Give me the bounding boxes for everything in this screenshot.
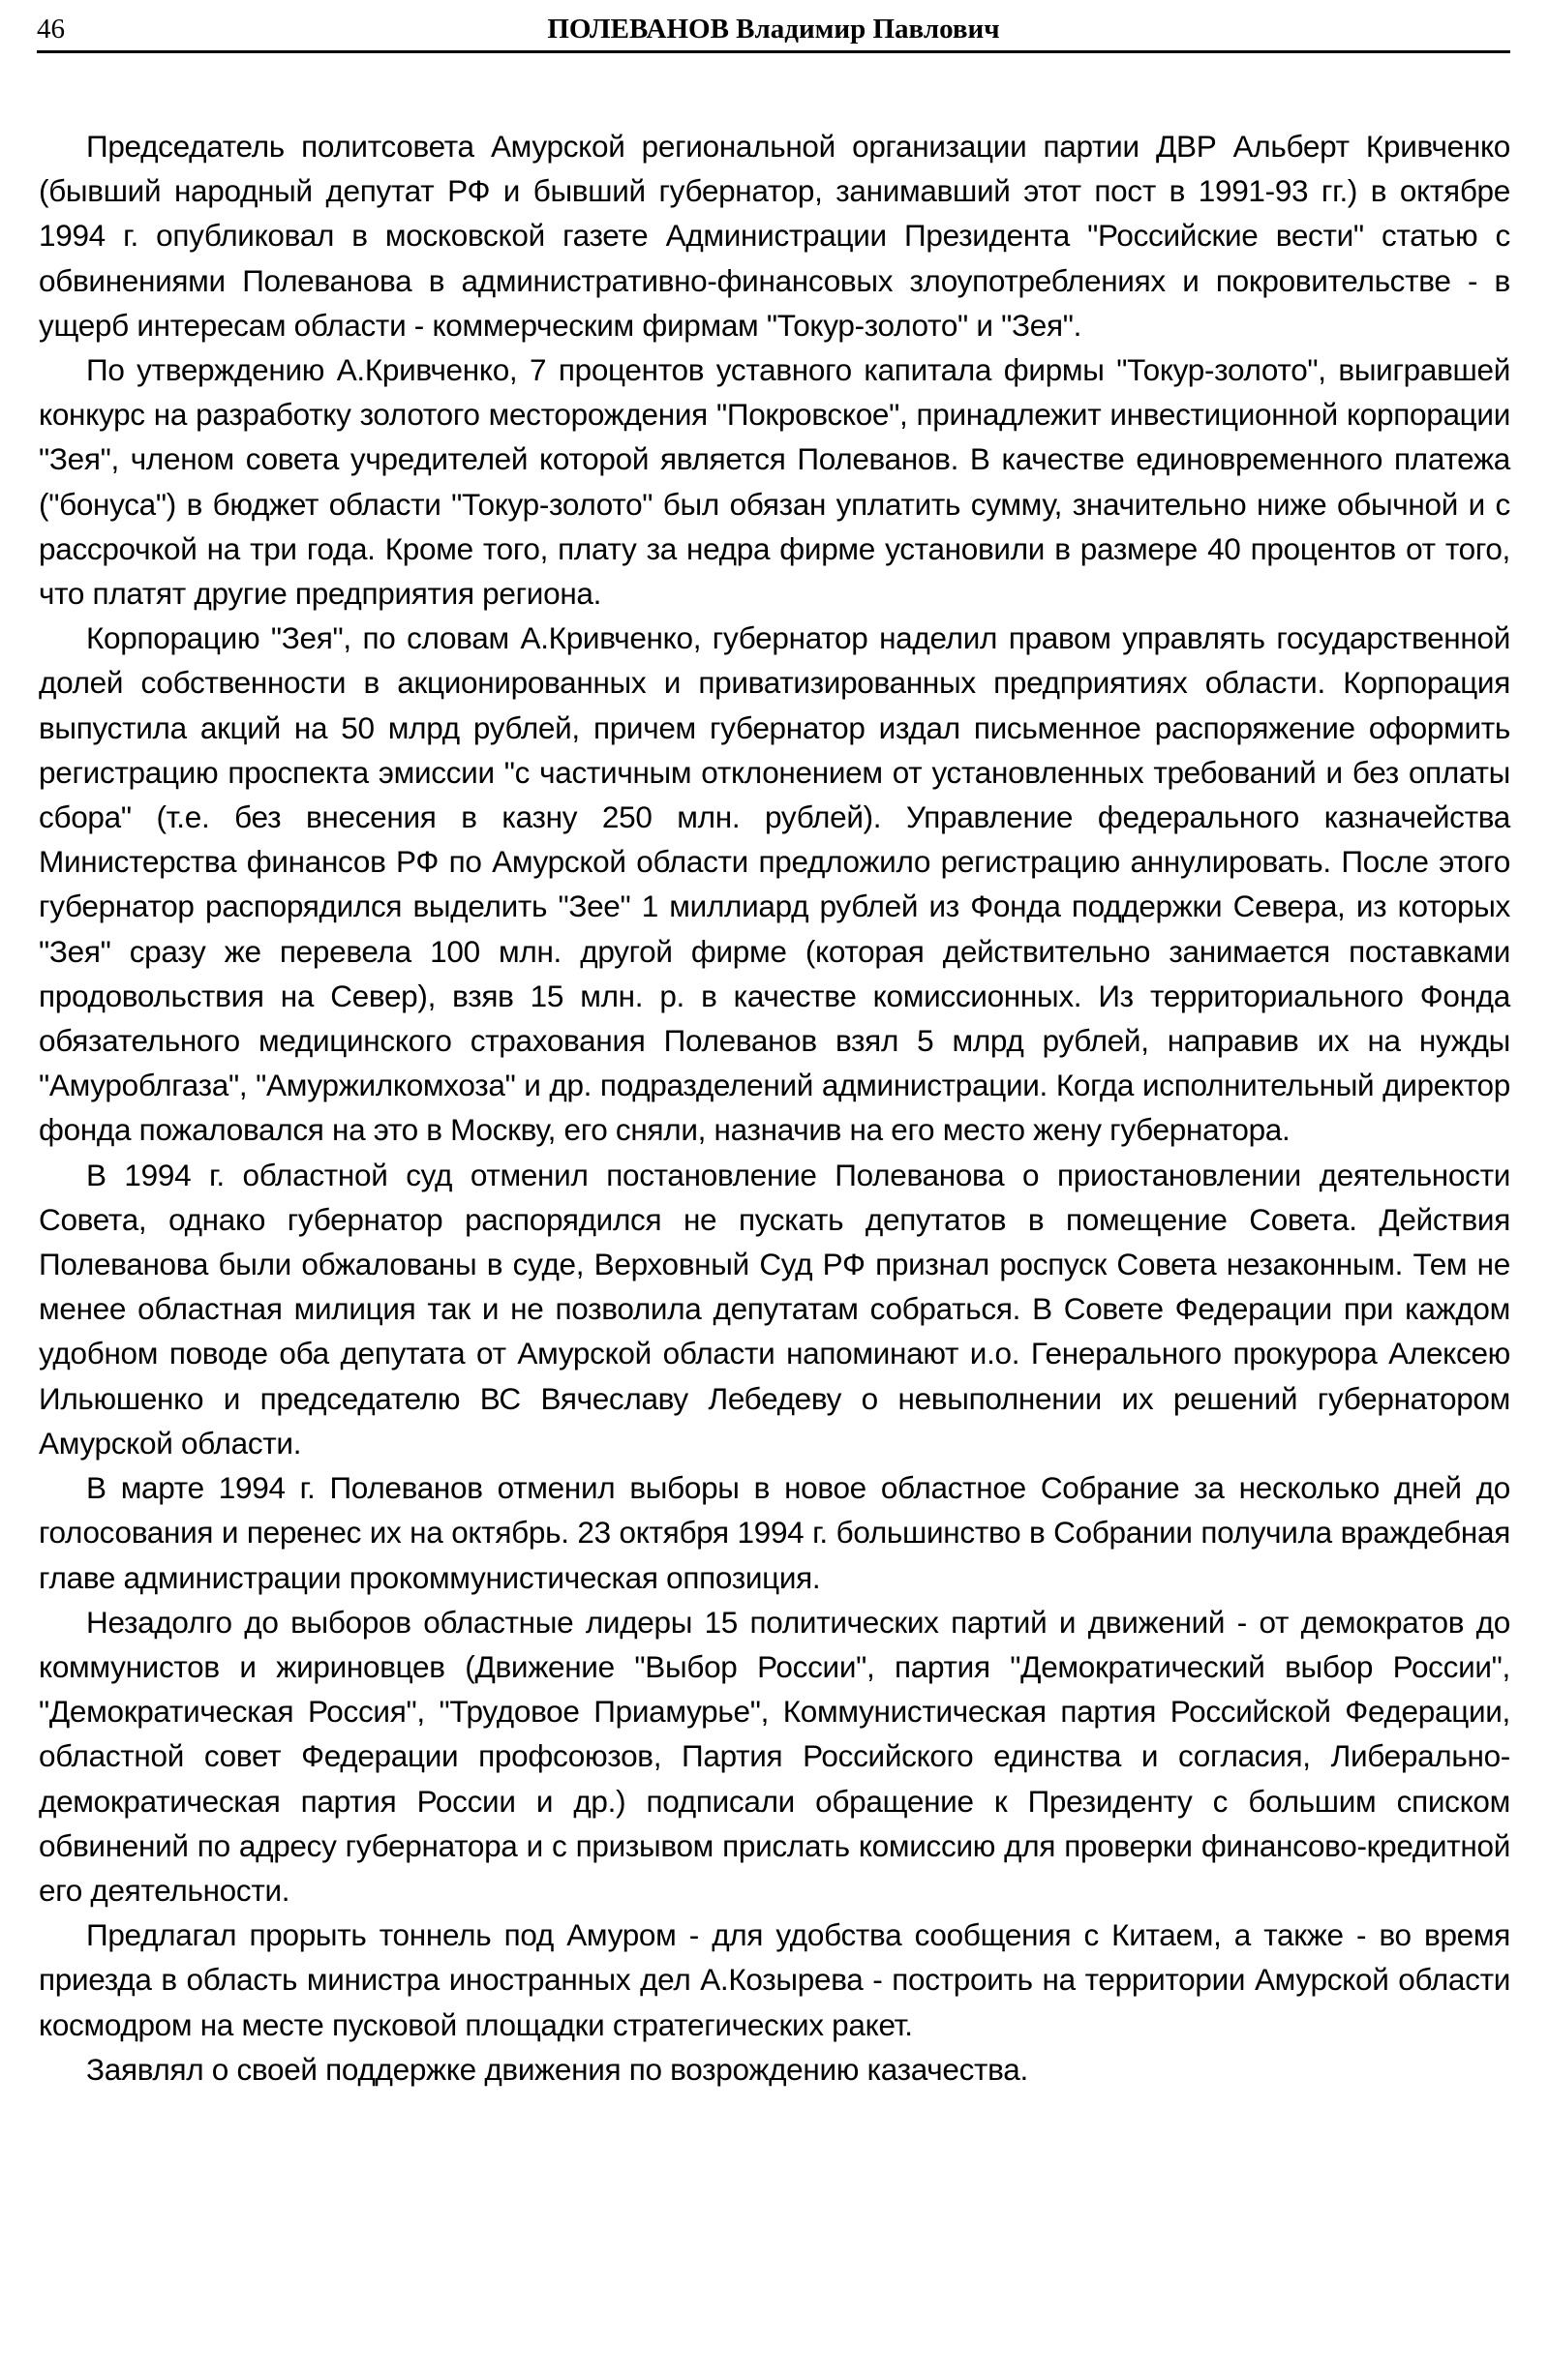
paragraph-5: В марте 1994 г. Полеванов отменил выборы в новое областное Собрание за несколько дней до голосования и перенес их на октябрь. 23 октября 1994 г. большинство в Собрании получила враждебная главе администрации прокоммунистическая оппозиция. [39,1470,1510,1595]
paragraph-6: Незадолго до выборов областные лидеры 15 политических партий и движений - от демократов до коммунистов и жириновцев (Движение "Выбор России", партия "Демократический выбор России", "Демократическая Россия", "Трудовое Приамурье", Коммунистическая партия Российской Федерации, областной совет Федерации профсоюзов, Партия Российского единства и согласия, Либерально-демократическая партия России и др.) подписали обращение к Президенту с большим списком обвинений по адресу губернатора и с призывом прислать комиссию для проверки финансово-кредитной его деятельности. [39,1604,1510,1908]
article-body [39,124,1510,2092]
paragraph-4: В 1994 г. областной суд отменил постановление Полеванова о приостановлении деятельности Совета, однако губернатор распорядился не пускать депутатов в помещение Совета. Действия Полеванова были обжалованы в суде, Верховный Суд РФ признал роспуск Совета незаконным. Тем не менее областная милиция так и не позволила депутатам собраться. В Совете Федерации при каждом удобном поводе оба депутата от Амурской области напоминают и.о. Генерального прокурора Алексею Ильюшенко и председателю ВС Вячеславу Лебедеву о невыполнении их решений губернатором Амурской области. [39,1157,1510,1461]
paragraph-1: Председатель политсовета Амурской региональной организации партии ДВР Альберт Кривченко (бывший народный депутат РФ и бывший губернатор, занимавший этот пост в 1991-93 гг.) в октябре 1994 г. опубликовал в московской газете Администрации Президента "Российские вести" статью с обвинениями Полеванова в административно-финансовых злоупотреблениях и покровительстве - в ущерб интересам области - коммерческим фирмам "Токур-золото" и "Зея". [39,129,1510,343]
page-number: 46 [37,14,65,45]
paragraph-2: По утверждению А.Кривченко, 7 процентов уставного капитала фирмы "Токур-золото", выигравшей конкурс на разработку золотого месторождения "Покровское", принадлежит инвестиционной корпорации "Зея", членом совета учредителей которой является Полеванов. В качестве единовременного платежа ("бонуса") в бюджет области "Токур-золото" был обязан уплатить сумму, значительно ниже обычной и с рассрочкой на три года. Кроме того, плату за недра фирме установили в размере 40 процентов от того, что платят другие предприятия региона. [39,352,1510,612]
paragraph-3: Корпорацию "Зея", по словам А.Кривченко, губернатор наделил правом управлять государственной долей собственности в акционированных и приватизированных предприятиях области. Корпорация выпустила акций на 50 млрд рублей, причем губернатор издал письменное распоряжение оформить регистрацию проспекта эмиссии "с частичным отклонением от установленных требований и без оплаты сбора" (т.е. без внесения в казну 250 млн. рублей). Управление федерального казначейства Министерства финансов РФ по Амурской области предложило регистрацию аннулировать. После этого губернатор распорядился выделить "Зее" 1 миллиард рублей из Фонда поддержки Севера, из которых "Зея" сразу же перевела 100 млн. другой фирме (которая действительно занимается поставками продовольствия на Север), взяв 15 млн. р. в качестве комиссионных. Из территориального Фонда обязательного медицинского страхования Полеванов взял 5 млрд рублей, направив их на нужды "Амуроблгаза", "Амуржилкомхоза" и др. подразделений администрации. Когда исполнительный директор фонда пожаловался на это в Москву, его сняли, назначив на его место жену губернатора. [39,620,1510,1148]
paragraph-8: Заявлял о своей поддержке движения по возрождению казачества. [86,2051,1028,2087]
paragraph-7: Предлагал прорыть тоннель под Амуром - для удобства сообщения с Китаем, а также - во время приезда в область министра иностранных дел А.Козырева - построить на территории Амурской области космодром на месте пусковой площадки стратегических ракет. [39,1917,1510,2042]
running-head: ПОЛЕВАНОВ Владимир Павлович [547,14,1000,45]
page-header [37,8,1510,53]
